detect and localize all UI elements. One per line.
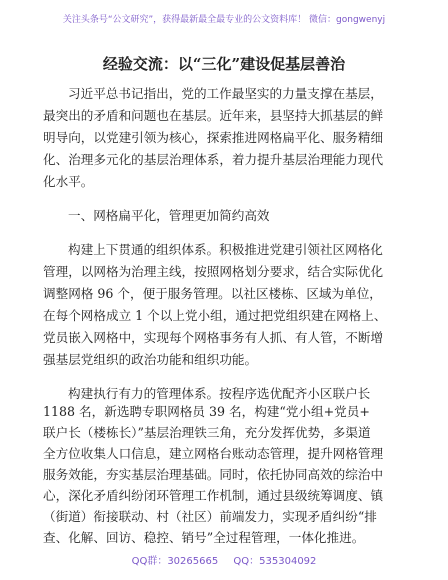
document-title: 经验交流：以“三化”建设促基层善治 <box>102 55 346 73</box>
body-line: 最突出的矛盾和问题也在基层。近年来，县坚持大抓基层的鲜 <box>43 108 384 123</box>
qq-group-text: QQ群：30265665 <box>131 556 219 567</box>
body-line: 强基层党组织的政治功能和组织功能。 <box>43 352 258 367</box>
body-line: （街道）衔接联动、村（社区）前端发力，实现矛盾纠纷“排 <box>43 509 377 524</box>
body-line: 构建执行有力的管理体系。按程序选优配齐小区联户长 <box>68 386 371 401</box>
body-line: 明导向，以党建引领为核心，探索推进网格扁平化、服务精细 <box>43 130 384 145</box>
contact-footer <box>0 552 448 567</box>
body-line: 化、治理多元化的基层治理体系，着力提升基层治理能力现代 <box>43 152 384 167</box>
body-line: 化水平。 <box>43 174 94 189</box>
body-line: 服务效能，夯实基层治理基础。同时，依托协同高效的综治中 <box>43 467 384 482</box>
body-line: 联户长（楼栋长）”基层治理铁三角，充分发挥优势，多渠道 <box>43 425 371 440</box>
body-line: 全方位收集人口信息，建立网格台账动态管理，提升网格管理 <box>43 446 384 461</box>
qq-number-text: QQ：535304092 <box>233 556 317 567</box>
body-line: 查、化解、回访、稳控、销号”全过程管理，一体化推进。 <box>43 530 365 545</box>
body-line: 构建上下贯通的组织体系。积极推进党建引领社区网格化 <box>68 242 383 257</box>
body-line: 调整网格 96 个，便于服务管理。以社区楼栋、区域为单位， <box>43 286 382 301</box>
promo-header: 关注头条号“公文研究”，获得最新最全最专业的公文资料库！ 微信：gongwenyj <box>62 15 386 25</box>
body-line: 党员嵌入网格中，实现每个网格事务有人抓、有人管，不断增 <box>43 330 384 345</box>
body-line: 心，深化矛盾纠纷闭环管理工作机制，通过县级统筹调度、镇 <box>43 488 384 503</box>
body-line: 在每个网格成立 1 个以上党小组，通过把党组织建在网格上、 <box>43 308 387 323</box>
body-line: 管理，以网格为治理主线，按照网格划分要求，结合实际优化 <box>43 264 384 279</box>
body-line: 习近平总书记指出，党的工作最坚实的力量支撑在基层， <box>68 86 383 101</box>
section-heading: 一、网格扁平化，管理更加简约高效 <box>68 208 270 223</box>
body-line: 1188 名，新选聘专职网格员 39 名，构建“党小组+党员+ <box>43 404 370 419</box>
